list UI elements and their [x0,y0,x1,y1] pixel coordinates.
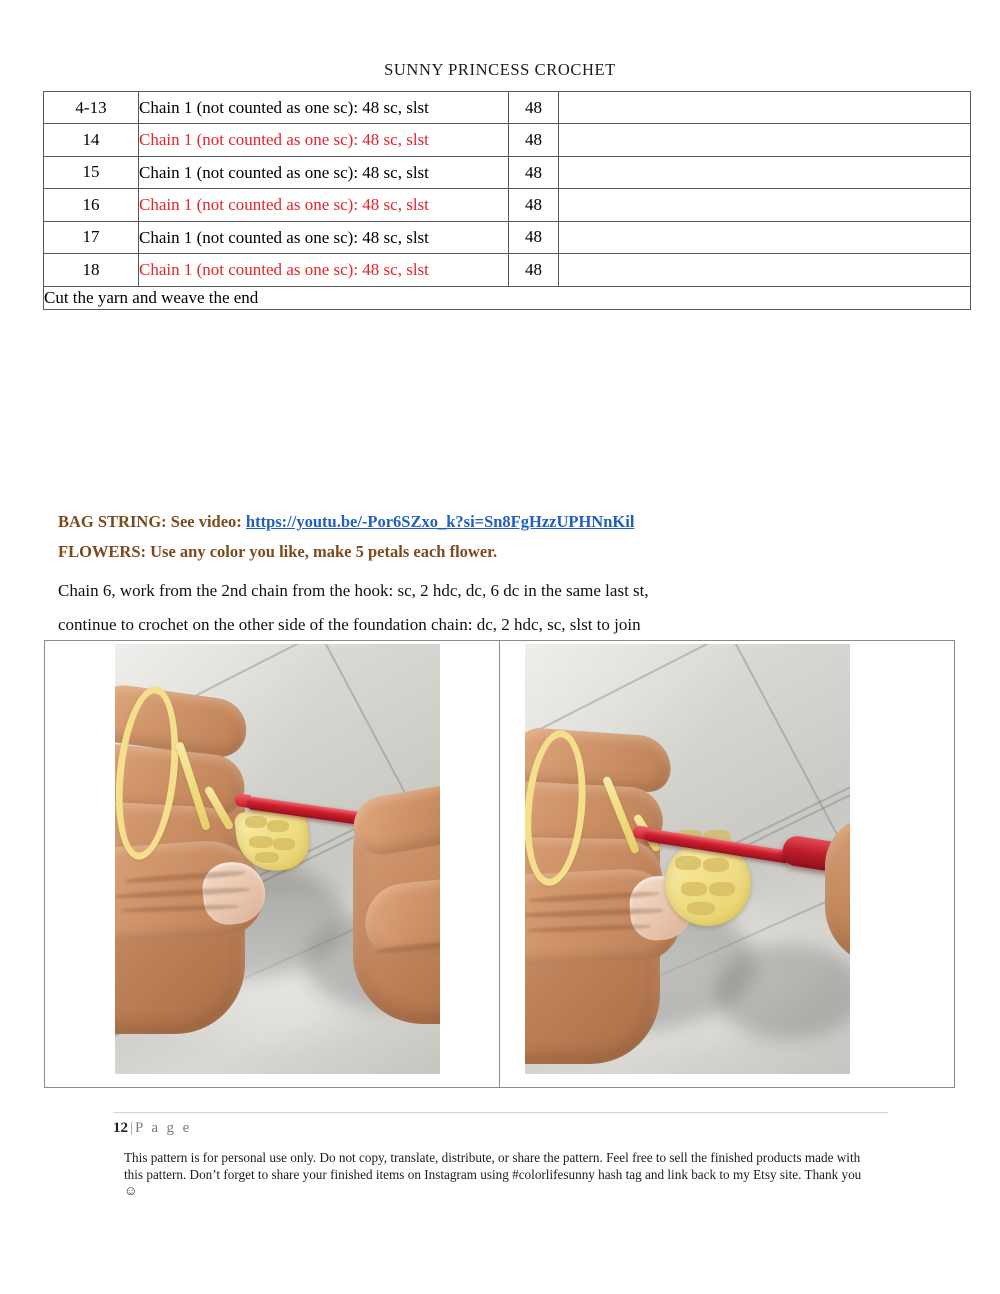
table-row [44,221,971,253]
photo-start-petal [115,644,440,1074]
photo-table [44,640,955,1088]
table-row [44,156,971,188]
table-row [44,189,971,221]
notes-cell [559,124,971,156]
instruction-cell: Chain 1 (not counted as one sc): 48 sc, slst [139,156,509,188]
notes-cell [559,156,971,188]
cut-yarn-cell: Cut the yarn and weave the end [44,286,971,309]
round-cell: 4-13 [44,92,139,124]
count-cell: 48 [509,254,559,286]
photo-round-petal [525,644,850,1074]
table-row-final [44,286,971,309]
count-cell: 48 [509,92,559,124]
flowers-label: FLOWERS: Use [58,542,176,561]
notes-cell [559,189,971,221]
table-row [44,92,971,124]
count-cell: 48 [509,124,559,156]
copyright-notice: This pattern is for personal use only. Do not copy, translate, distribute, or share the pattern. Feel free to sell the finished products made with this pattern. Don’t forget to share your finished items on Instagram using #colorlifesunny hash tag and link back to my Etsy site. Thank you ☺ [124,1150,862,1198]
flowers-line [58,542,497,562]
photo-scene [115,644,440,1074]
round-cell: 14 [44,124,139,156]
photo-row [45,641,955,1088]
page-number-value: 12 [113,1120,128,1136]
page-title: SUNNY PRINCESS CROCHET [384,60,616,79]
notes-cell [559,254,971,286]
photo-scene [525,644,850,1074]
instruction-cell: Chain 1 (not counted as one sc): 48 sc, slst [139,124,509,156]
bag-string-line [58,512,634,532]
page-word-label: P a g e [135,1120,192,1136]
photo-cell-right [500,641,955,1088]
instruction-cell: Chain 1 (not counted as one sc): 48 sc, slst [139,221,509,253]
photo-cell-left [45,641,500,1088]
instruction-cell: Chain 1 (not counted as one sc): 48 sc, slst [139,92,509,124]
pattern-table [43,91,971,310]
flower-instruction-line-1: Chain 6, work from the 2nd chain from the hook: sc, 2 hdc, dc, 6 dc in the same last st, [58,581,649,600]
table-row [44,254,971,286]
round-cell: 18 [44,254,139,286]
page-number-footer [113,1120,192,1137]
footer-divider [113,1112,888,1113]
round-cell: 16 [44,189,139,221]
count-cell: 48 [509,221,559,253]
round-cell: 17 [44,221,139,253]
notes-cell [559,92,971,124]
pattern-table-body [44,92,971,310]
page-number-separator: | [130,1120,134,1136]
flower-instruction-line-2: continue to crochet on the other side of the foundation chain: dc, 2 hdc, sc, slst to join [58,615,641,634]
notes-cell [559,221,971,253]
round-cell: 15 [44,156,139,188]
instruction-cell: Chain 1 (not counted as one sc): 48 sc, slst [139,189,509,221]
bag-string-label: BAG STRING: See video: [58,512,246,531]
flowers-description: any color you like, make 5 petals each flower. [175,542,498,561]
bag-string-video-link[interactable]: https://youtu.be/-Por6SZxo_k?si=Sn8FgHzzUPHNnKil [245,512,635,531]
instruction-cell: Chain 1 (not counted as one sc): 48 sc, slst [139,254,509,286]
table-row [44,124,971,156]
count-cell: 48 [509,156,559,188]
count-cell: 48 [509,189,559,221]
